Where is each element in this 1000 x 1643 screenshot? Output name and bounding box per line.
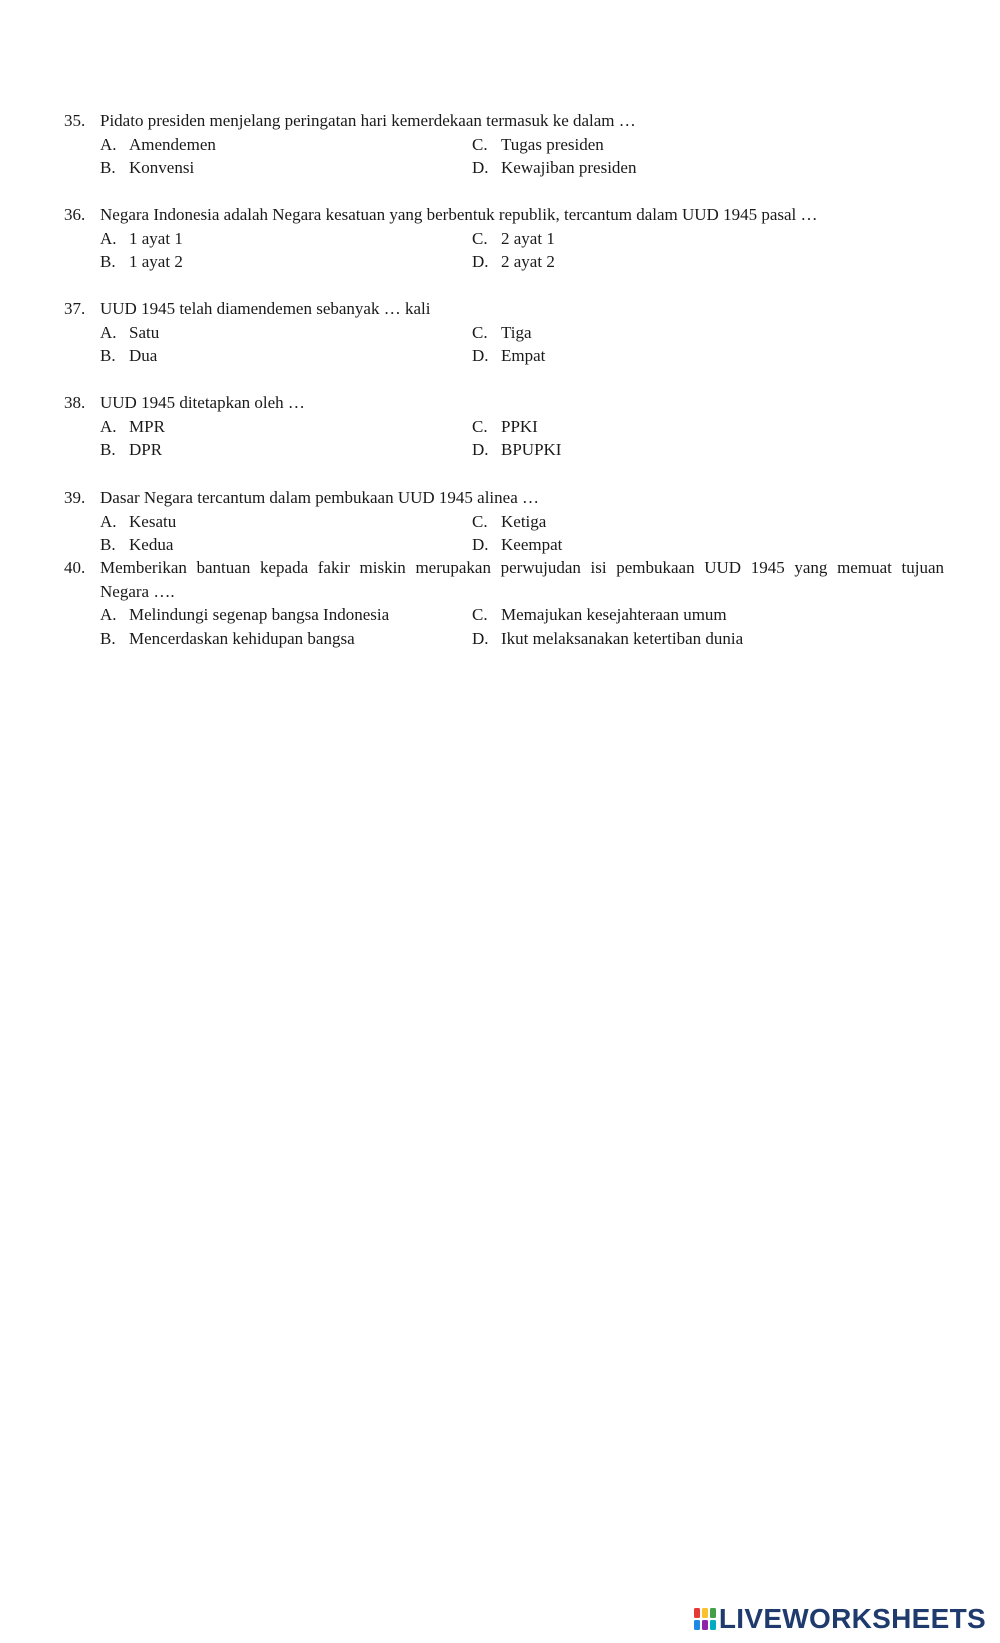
- option-c: [472, 227, 555, 251]
- option-c: [472, 603, 727, 627]
- logo-block: [694, 1608, 700, 1618]
- option-a: [100, 133, 472, 157]
- question-number: 36.: [64, 205, 86, 224]
- option-list: [100, 321, 944, 368]
- option-text: PPKI: [501, 416, 538, 436]
- question-text-line-2: Negara ….: [100, 581, 175, 601]
- question-text: UUD 1945 ditetapkan oleh …: [100, 393, 305, 412]
- question-text: Dasar Negara tercantum dalam pembukaan UUD 1945 alinea …: [100, 488, 539, 507]
- option-b: [100, 344, 472, 368]
- option-letter: A.: [100, 511, 117, 531]
- question-text-line-1: Memberikan bantuan kepada fakir miskin merupakan perwujudan isi pembukaan UUD 1945 yang memuat tujuan: [100, 558, 944, 577]
- question-number: 39.: [64, 488, 86, 507]
- option-letter: D.: [472, 158, 489, 177]
- option-letter: D.: [472, 535, 489, 554]
- option-text: Konvensi: [129, 158, 195, 177]
- option-b: [100, 438, 472, 462]
- option-b: [100, 627, 472, 651]
- question-36: [64, 203, 944, 274]
- option-letter: A.: [100, 605, 117, 624]
- option-d: [472, 533, 562, 557]
- option-a: [100, 321, 472, 345]
- option-letter: C.: [472, 134, 488, 154]
- option-list: [100, 415, 944, 462]
- option-a: [100, 603, 472, 627]
- option-d: [472, 344, 545, 368]
- option-text: Satu: [129, 322, 160, 342]
- option-letter: C.: [472, 605, 488, 624]
- option-text: Tugas presiden: [501, 134, 604, 154]
- option-letter: D.: [472, 440, 489, 459]
- question-number: 35.: [64, 111, 86, 130]
- question-text: UUD 1945 telah diamendemen sebanyak … kali: [100, 299, 431, 318]
- option-letter: A.: [100, 416, 117, 436]
- option-list: [100, 510, 944, 557]
- logo-block: [710, 1620, 716, 1630]
- option-letter: C.: [472, 322, 488, 342]
- option-a: [100, 510, 472, 534]
- question-39: [64, 486, 944, 557]
- option-text: Ketiga: [501, 511, 547, 531]
- option-text: Kewajiban presiden: [501, 158, 637, 177]
- option-d: [472, 156, 636, 180]
- option-text: 1 ayat 1: [129, 228, 183, 248]
- option-b: [100, 250, 472, 274]
- option-letter: A.: [100, 322, 117, 342]
- option-text: Tiga: [501, 322, 532, 342]
- option-b: [100, 156, 472, 180]
- option-text: BPUPKI: [501, 440, 562, 459]
- option-letter: B.: [100, 628, 116, 648]
- question-number: 38.: [64, 393, 86, 412]
- logo-text: LIVEWORKSHEETS: [718, 1603, 986, 1634]
- question-37: [64, 297, 944, 368]
- option-text: 2 ayat 2: [501, 252, 555, 271]
- option-text: Mencerdaskan kehidupan bangsa: [129, 628, 355, 648]
- option-letter: A.: [100, 228, 117, 248]
- question-text: Pidato presiden menjelang peringatan hari kemerdekaan termasuk ke dalam …: [100, 111, 636, 130]
- option-c: [472, 133, 604, 157]
- option-letter: C.: [472, 416, 488, 436]
- option-letter: B.: [100, 440, 116, 459]
- option-b: [100, 533, 472, 557]
- option-list: [100, 227, 944, 274]
- option-text: Empat: [501, 346, 546, 365]
- option-list: [100, 603, 944, 650]
- option-text: Ikut melaksanakan ketertiban dunia: [501, 628, 744, 648]
- option-d: [472, 627, 743, 651]
- option-text: Melindungi segenap bangsa Indonesia: [129, 605, 390, 624]
- option-d: [472, 438, 561, 462]
- option-text: DPR: [129, 440, 163, 459]
- option-text: Amendemen: [129, 134, 216, 154]
- option-text: 2 ayat 1: [501, 228, 555, 248]
- option-letter: B.: [100, 346, 116, 365]
- option-letter: B.: [100, 535, 116, 554]
- option-letter: C.: [472, 228, 488, 248]
- option-text: Keempat: [501, 535, 563, 554]
- logo-block: [694, 1620, 700, 1630]
- question-text: Negara Indonesia adalah Negara kesatuan yang berbentuk republik, tercantum dalam UUD 1945 pasal …: [100, 205, 818, 224]
- option-letter: B.: [100, 252, 116, 271]
- question-40: [64, 556, 944, 650]
- liveworksheets-logo-icon: [694, 1608, 716, 1630]
- liveworksheets-logo[interactable]: [694, 1605, 986, 1633]
- logo-block: [702, 1620, 708, 1630]
- question-number: 37.: [64, 299, 86, 318]
- option-text: MPR: [129, 416, 165, 436]
- option-letter: C.: [472, 511, 488, 531]
- option-text: Memajukan kesejahteraan umum: [501, 605, 727, 624]
- option-text: 1 ayat 2: [129, 252, 183, 271]
- option-c: [472, 510, 546, 534]
- option-letter: D.: [472, 628, 489, 648]
- option-letter: B.: [100, 158, 116, 177]
- option-c: [472, 415, 538, 439]
- option-d: [472, 250, 555, 274]
- question-38: [64, 391, 944, 462]
- question-number: 40.: [64, 558, 86, 577]
- option-letter: A.: [100, 134, 117, 154]
- logo-block: [710, 1608, 716, 1618]
- option-letter: D.: [472, 346, 489, 365]
- option-letter: D.: [472, 252, 489, 271]
- option-a: [100, 227, 472, 251]
- logo-block: [702, 1608, 708, 1618]
- option-text: Kedua: [129, 535, 174, 554]
- option-text: Dua: [129, 346, 158, 365]
- option-a: [100, 415, 472, 439]
- option-text: Kesatu: [129, 511, 177, 531]
- option-list: [100, 133, 944, 180]
- question-35: [64, 109, 944, 180]
- option-c: [472, 321, 532, 345]
